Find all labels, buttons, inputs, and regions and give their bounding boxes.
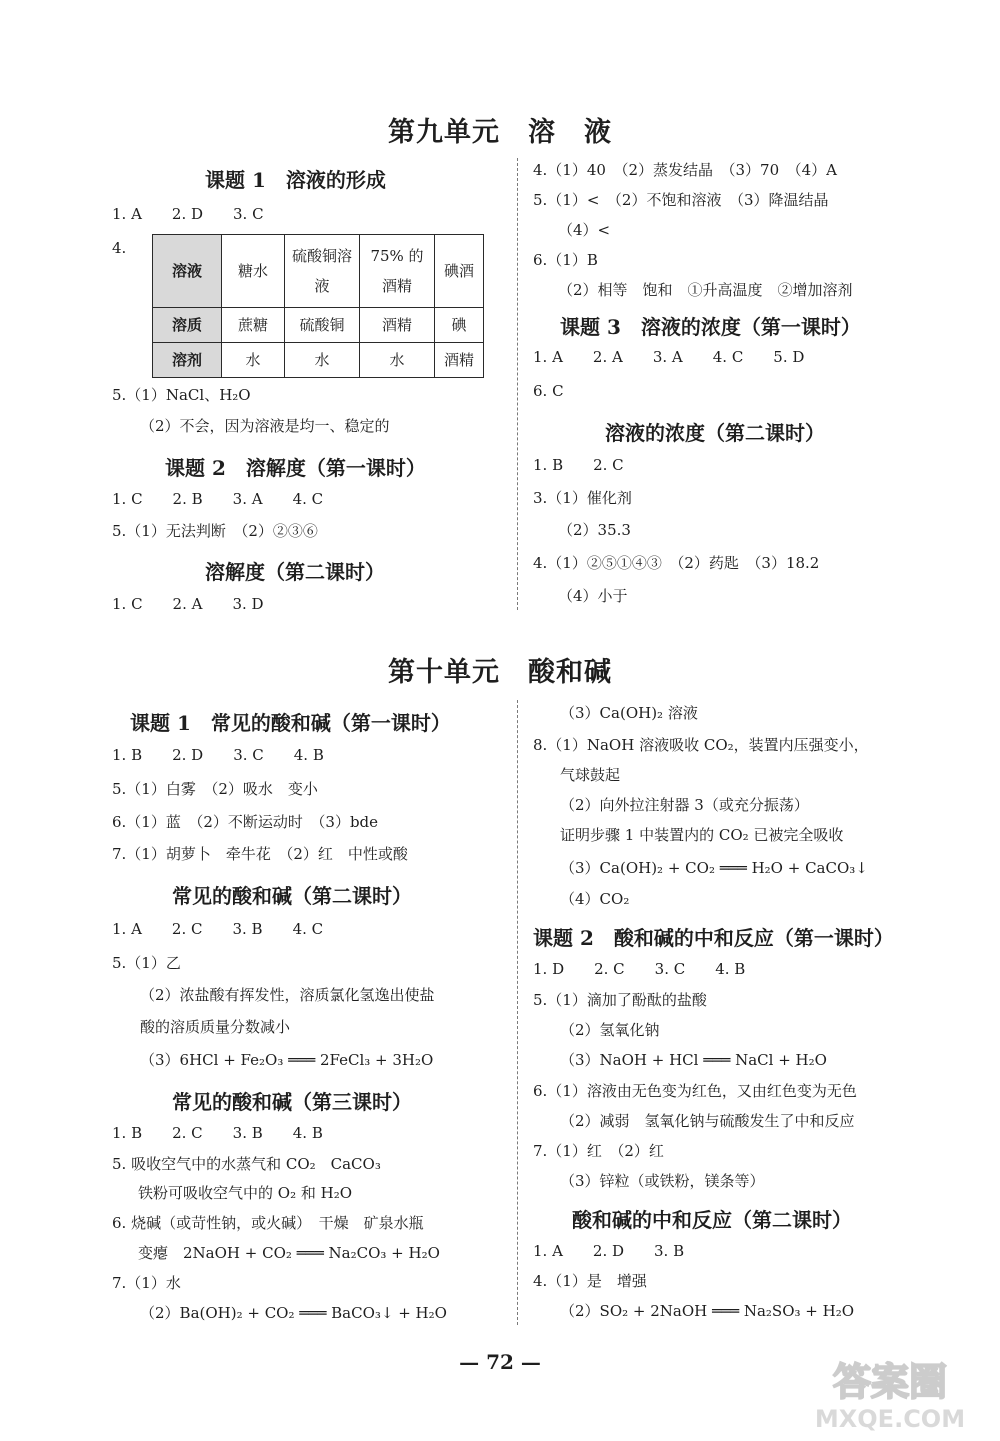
unit9-lesson2b-heading: 溶解度（第二课时）	[205, 560, 385, 584]
answer-line: 1. B 2. D 3. C 4. B	[112, 746, 324, 764]
answer-line: 7.（1）胡萝卜 牵牛花 （2）红 中性或酸	[112, 845, 408, 863]
answer-line: 1. B 2. C 3. B 4. B	[112, 1124, 323, 1142]
answer-line: 6.（1）蓝 （2）不断运动时 （3）bde	[112, 813, 379, 831]
answer-line: 4.（1）是 增强	[533, 1272, 647, 1290]
unit9-lesson3b-heading: 溶液的浓度（第二课时）	[605, 421, 825, 445]
table-cell: 蔗糖	[222, 308, 285, 343]
unit10-lesson1c-heading: 常见的酸和碱（第三课时）	[172, 1090, 412, 1114]
answer-line: （3）NaOH + HCl ═══ NaCl + H₂O	[560, 1051, 827, 1069]
answer-line: 1. B 2. C	[533, 456, 624, 474]
table-cell: 酒精	[360, 308, 435, 343]
unit9-lesson2-heading: 课题 2 溶解度（第一课时）	[165, 456, 426, 480]
answer-line: 5.（1）白雾 （2）吸水 变小	[112, 780, 318, 798]
answer-line: 变瘪 2NaOH + CO₂ ═══ Na₂CO₃ + H₂O	[138, 1244, 440, 1262]
answer-line: 5.（1）< （2）不饱和溶液 （3）降温结晶	[533, 191, 829, 209]
table-header-cell: 溶液	[153, 235, 222, 308]
answer-line: 1. A 2. D 3. B	[533, 1242, 685, 1260]
answer-line: （3）Ca(OH)₂ 溶液	[560, 704, 698, 722]
answer-line: 4.（1）40 （2）蒸发结晶 （3）70 （4）A	[533, 161, 837, 179]
answer-line: （2）氢氧化钠	[560, 1021, 660, 1039]
table-cell: 水	[360, 343, 435, 378]
table-cell: 糖水	[222, 235, 285, 308]
answer-line: （2）向外拉注射器 3（或充分振荡）	[560, 796, 809, 814]
svg-text:MXQE.COM: MXQE.COM	[814, 1405, 966, 1433]
answer-line: 7.（1）红 （2）红	[533, 1142, 664, 1160]
unit9-column-divider	[517, 158, 518, 610]
answer-line: （2）35.3	[558, 521, 631, 539]
answer-line: 1. D 2. C 3. C 4. B	[533, 960, 746, 978]
table-row	[153, 308, 484, 343]
svg-text:答案圈: 答案圈	[832, 1360, 948, 1404]
answer-line: 1. C 2. A 3. D	[112, 595, 264, 613]
table-cell: 水	[285, 343, 360, 378]
answer-line: 1. C 2. B 3. A 4. C	[112, 490, 324, 508]
answer-line: 4.（1）②⑤①④③ （2）药匙 （3）18.2	[533, 554, 820, 572]
answer-line: 气球鼓起	[560, 766, 621, 784]
table-row	[153, 343, 484, 378]
answer-line: 6. 烧碱（或苛性钠，或火碱） 干燥 矿泉水瓶	[112, 1214, 424, 1232]
answer-line: （2）相等 饱和 ①升高温度 ②增加溶剂	[558, 281, 853, 299]
table-cell: 75% 的酒精	[360, 235, 435, 308]
question-4-number: 4.	[112, 239, 127, 257]
answer-line: 证明步骤 1 中装置内的 CO₂ 已被完全吸收	[560, 826, 844, 844]
page-number: — 72 —	[459, 1350, 541, 1374]
answer-line: （4）小于	[558, 587, 628, 605]
solution-table	[152, 234, 484, 378]
answer-line: 5.（1）乙	[112, 954, 181, 972]
unit9-title: 第九单元 溶 液	[388, 117, 612, 148]
answer-line: 5. 吸收空气中的水蒸气和 CO₂ CaCO₃	[112, 1155, 381, 1173]
answer-line: （3）6HCl + Fe₂O₃ ═══ 2FeCl₃ + 3H₂O	[140, 1051, 434, 1069]
answer-line: 3.（1）催化剂	[533, 489, 632, 507]
unit10-lesson1-heading: 课题 1 常见的酸和碱（第一课时）	[130, 711, 451, 735]
unit10-title: 第十单元 酸和碱	[388, 657, 612, 688]
answer-line: （3）Ca(OH)₂ + CO₂ ═══ H₂O + CaCO₃↓	[560, 859, 868, 877]
answer-line: 6. C	[533, 382, 564, 400]
table-cell: 水	[222, 343, 285, 378]
answer-line: （2）不会，因为溶液是均一、稳定的	[140, 417, 390, 435]
table-header-cell: 溶剂	[153, 343, 222, 378]
answer-line: 1. A 2. C 3. B 4. C	[112, 920, 324, 938]
answer-line: 8.（1）NaOH 溶液吸收 CO₂，装置内压强变小，	[533, 736, 869, 754]
unit10-lesson1b-heading: 常见的酸和碱（第二课时）	[172, 884, 412, 908]
table-cell: 酒精	[435, 343, 484, 378]
table-row	[153, 235, 484, 308]
table-cell: 碘	[435, 308, 484, 343]
table-header-cell: 溶质	[153, 308, 222, 343]
answer-line: 1. A 2. A 3. A 4. C 5. D	[533, 348, 805, 366]
unit10-column-divider	[517, 700, 518, 1325]
unit10-lesson2-heading: 课题 2 酸和碱的中和反应（第一课时）	[533, 926, 894, 950]
answer-line: （4）CO₂	[560, 890, 630, 908]
answer-line: 6.（1）溶液由无色变为红色，又由红色变为无色	[533, 1082, 857, 1100]
answer-line: （4）<	[558, 221, 611, 239]
answer-line: 6.（1）B	[533, 251, 598, 269]
answer-line: 5.（1）滴加了酚酞的盐酸	[533, 991, 707, 1009]
table-cell: 硫酸铜溶液	[285, 235, 360, 308]
answer-line: （2）浓盐酸有挥发性，溶质氯化氢逸出使盐	[140, 986, 435, 1004]
answer-line: 5.（1）无法判断 （2）②③⑥	[112, 522, 318, 540]
answer-line: 7.（1）水	[112, 1274, 181, 1292]
answer-line: （3）锌粒（或铁粉，镁条等）	[560, 1172, 765, 1190]
answer-line: 酸的溶质质量分数减小	[140, 1018, 291, 1036]
unit10-lesson2b-heading: 酸和碱的中和反应（第二课时）	[572, 1208, 852, 1232]
unit9-lesson1-heading: 课题 1 溶液的形成	[205, 168, 386, 192]
table-cell: 碘酒	[435, 235, 484, 308]
answer-line: 铁粉可吸收空气中的 O₂ 和 H₂O	[138, 1184, 353, 1202]
answer-line: （2）减弱 氢氧化钠与硫酸发生了中和反应	[560, 1112, 855, 1130]
answer-line: （2）Ba(OH)₂ + CO₂ ═══ BaCO₃↓ + H₂O	[140, 1304, 447, 1322]
unit9-lesson1-answers-line1: 1. A 2. D 3. C	[112, 205, 264, 223]
table-cell: 硫酸铜	[285, 308, 360, 343]
answer-line: （2）SO₂ + 2NaOH ═══ Na₂SO₃ + H₂O	[560, 1302, 855, 1320]
unit9-lesson3-heading: 课题 3 溶液的浓度（第一课时）	[560, 315, 861, 339]
watermark-logo	[790, 1353, 990, 1433]
answer-line: 5.（1）NaCl、H₂O	[112, 386, 251, 404]
